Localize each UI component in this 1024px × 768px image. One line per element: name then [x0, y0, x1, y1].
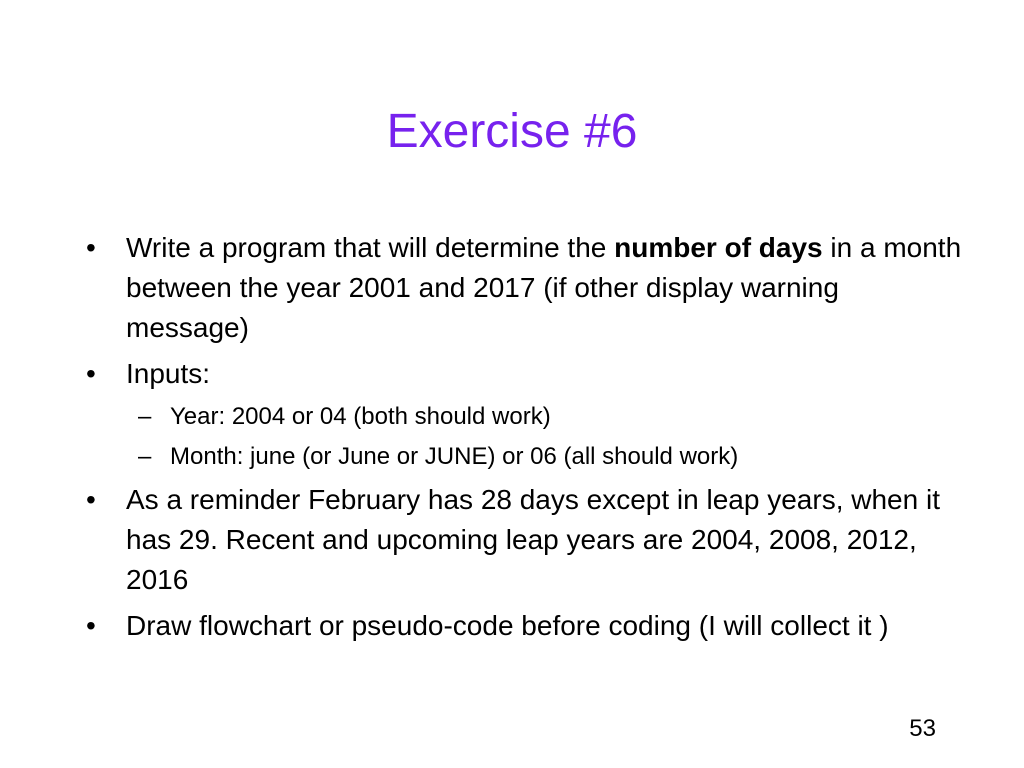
- dash-marker: –: [138, 443, 152, 470]
- sub-item-year: [86, 400, 966, 434]
- sub-item-text: Year: 2004 or 04 (both should work): [170, 403, 551, 430]
- bullet-item-inputs: [86, 354, 966, 394]
- bullet-text-post: in a month between the year 2001 and 2017 (if other display warning message): [126, 232, 962, 343]
- bullet-item-program: [86, 228, 966, 348]
- slide-title: Exercise #6: [386, 105, 638, 158]
- slide-content: [86, 228, 966, 652]
- bullet-marker: •: [86, 232, 96, 263]
- bullet-text-pre: Write a program that will determine the: [126, 232, 615, 263]
- bullet-text: Draw flowchart or pseudo-code before coding (I will collect it ): [126, 610, 889, 641]
- bullet-text: Inputs:: [126, 358, 211, 389]
- sub-item-month: [86, 440, 966, 474]
- bullet-text: As a reminder February has 28 days except in leap years, when it has 29. Recent and upcoming leap years are 2004, 2008, 2012, 2016: [126, 484, 940, 595]
- bullet-marker: •: [86, 484, 96, 515]
- page-number: 53: [909, 715, 936, 742]
- bullet-marker: •: [86, 610, 96, 641]
- bullet-marker: •: [86, 358, 96, 389]
- sub-item-text: Month: june (or June or JUNE) or 06 (all should work): [170, 443, 739, 470]
- dash-marker: –: [138, 403, 152, 430]
- bullet-item-flowchart: [86, 606, 966, 646]
- bullet-text-bold: number of days: [614, 232, 823, 263]
- bullet-item-leap-years: [86, 480, 966, 600]
